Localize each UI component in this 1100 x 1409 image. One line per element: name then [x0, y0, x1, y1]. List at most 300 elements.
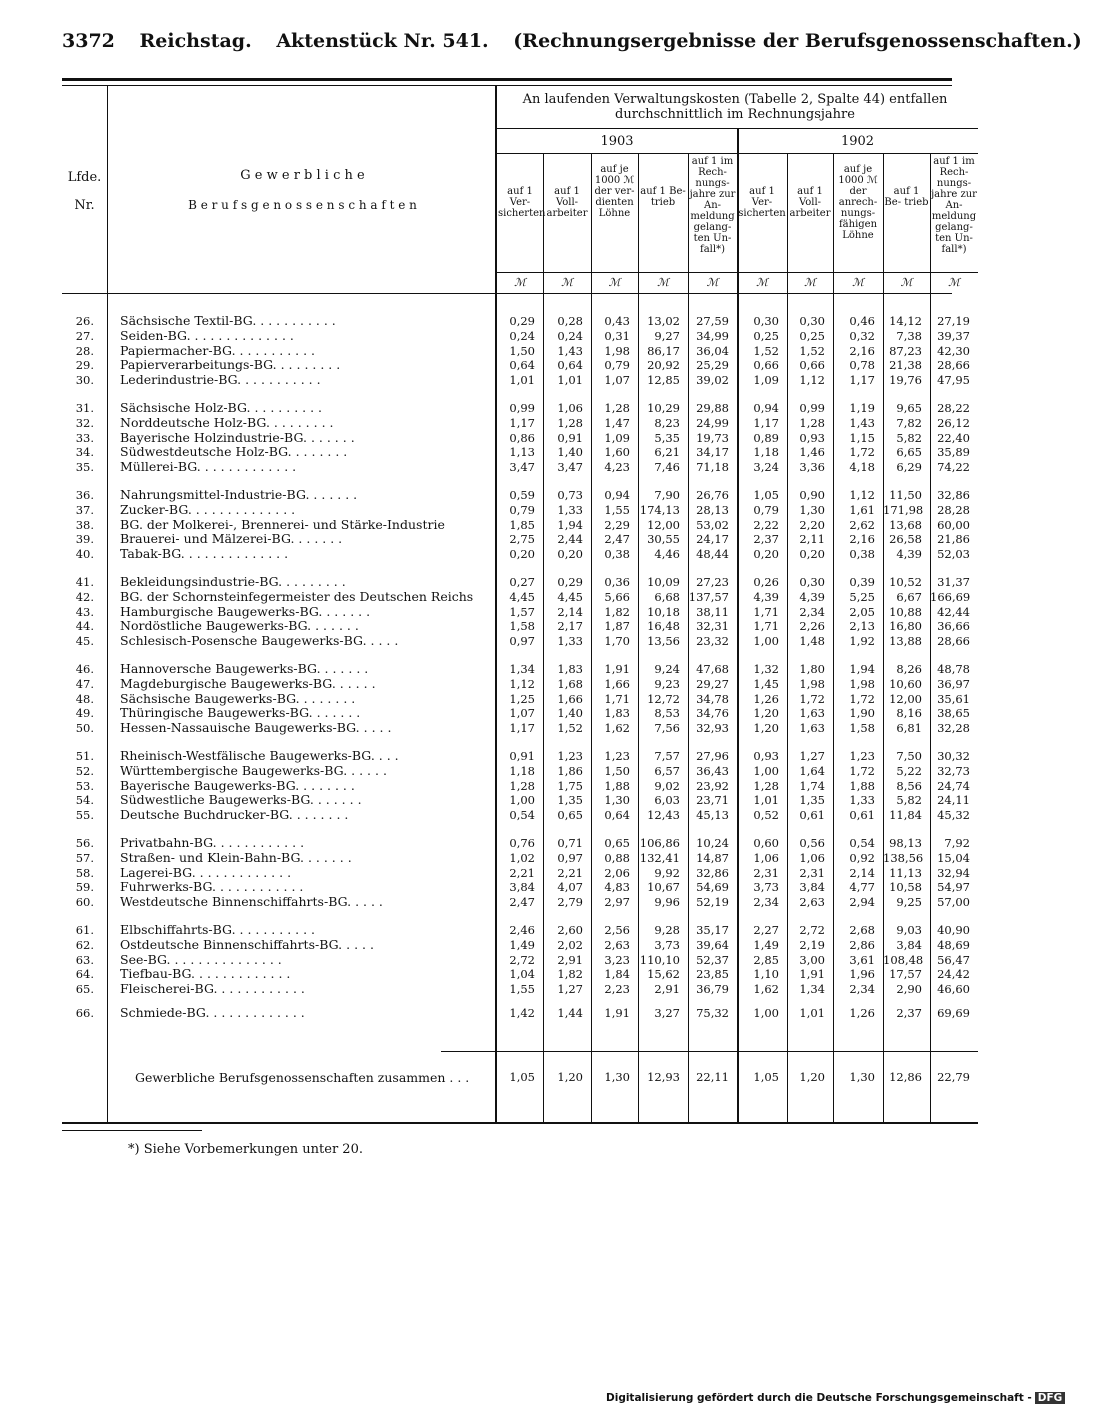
row-value: 1,52: [799, 343, 825, 358]
row-value: 39,37: [937, 328, 970, 343]
row-value: 1,42: [509, 1006, 535, 1020]
row-value: 57,00: [937, 895, 970, 910]
row-value: 10,29: [647, 401, 680, 415]
row-value: 9,03: [896, 923, 922, 937]
row-value: 2,05: [849, 604, 875, 619]
row-name: Südwestliche Baugewerks-BG. . . . . . .: [120, 792, 362, 808]
lfde-label: Lfde.: [67, 170, 102, 185]
row-value: 15,62: [647, 967, 680, 982]
row-value: 0,30: [799, 314, 825, 328]
row-value: 1,34: [799, 982, 825, 997]
row-value: 7,56: [654, 721, 680, 736]
row-value: 86,17: [647, 343, 680, 358]
row-value: 20,92: [647, 358, 680, 373]
row-value: 1,06: [799, 850, 825, 865]
total-value: 22,11: [696, 1070, 729, 1084]
row-value: 0,93: [753, 749, 779, 763]
row-value: 0,43: [604, 314, 630, 328]
row-value: 32,28: [937, 721, 970, 736]
row-value: 1,26: [753, 691, 779, 706]
row-value: 14,12: [889, 314, 922, 328]
row-value: 0,20: [509, 547, 535, 562]
column-header: auf 1 Voll- arbeiter: [546, 186, 588, 219]
dfg-credit: [606, 1392, 1065, 1404]
row-value: 0,25: [799, 328, 825, 343]
row-value: 47,68: [696, 662, 729, 676]
row-value: 0,94: [604, 488, 630, 502]
row-value: 1,23: [604, 749, 630, 763]
total-value: 1,20: [799, 1070, 825, 1084]
row-value: 0,65: [557, 808, 583, 823]
row-value: 1,47: [604, 415, 630, 430]
row-value: 0,20: [557, 547, 583, 562]
row-value: 39,02: [696, 373, 729, 388]
row-value: 32,73: [937, 763, 970, 778]
subhead-rule: [497, 153, 978, 154]
row-value: 38,65: [937, 706, 970, 721]
row-value: 2,37: [753, 532, 779, 547]
row-value: 42,30: [937, 343, 970, 358]
row-name: Tiefbau-BG. . . . . . . . . . . . .: [120, 966, 291, 982]
row-value: 10,88: [889, 604, 922, 619]
row-value: 2,17: [557, 619, 583, 634]
row-value: 1,43: [849, 415, 875, 430]
row-value: 0,79: [604, 358, 630, 373]
row-number: 42.: [75, 589, 94, 604]
row-value: 2,16: [849, 343, 875, 358]
row-value: 9,65: [896, 401, 922, 415]
row-value: 1,30: [799, 502, 825, 517]
row-value: 3,73: [753, 880, 779, 895]
row-value: 2,31: [799, 865, 825, 880]
row-value: 0,54: [509, 808, 535, 823]
year-1902: 1902: [840, 134, 875, 149]
row-value: 16,80: [889, 619, 922, 634]
row-value: 60,00: [937, 517, 970, 532]
row-name: Rheinisch-Westfälische Baugewerks-BG. . . .: [120, 748, 399, 763]
row-value: 34,99: [696, 328, 729, 343]
row-number: 29.: [75, 358, 94, 373]
row-value: 9,27: [654, 328, 680, 343]
row-value: 1,35: [799, 793, 825, 808]
row-value: 54,69: [696, 880, 729, 895]
row-name: Privatbahn-BG. . . . . . . . . . . .: [120, 835, 305, 850]
row-value: 24,99: [696, 415, 729, 430]
row-value: 2,63: [799, 895, 825, 910]
row-number: 63.: [75, 952, 94, 967]
row-value: 1,00: [753, 634, 779, 649]
row-number: 65.: [75, 982, 94, 997]
row-value: 171,98: [883, 502, 924, 517]
row-value: 1,50: [604, 763, 630, 778]
total-rule: [441, 1051, 978, 1052]
row-value: 0,32: [849, 328, 875, 343]
row-value: 1,13: [509, 445, 535, 460]
row-value: 4,39: [753, 589, 779, 604]
row-value: 16,48: [647, 619, 680, 634]
column-header: auf 1 Be- trieb: [884, 186, 929, 208]
unit-mark: ℳ: [804, 276, 816, 289]
row-name: Nordöstliche Baugewerks-BG. . . . . . .: [120, 618, 359, 634]
row-value: 108,48: [883, 952, 924, 967]
row-value: 6,67: [896, 589, 922, 604]
column-header: auf je 1000 ℳ der ver- dienten Löhne: [594, 164, 635, 219]
row-value: 28,13: [696, 502, 729, 517]
row-value: 31,37: [937, 575, 970, 589]
row-number: 46.: [75, 662, 94, 676]
row-value: 13,68: [889, 517, 922, 532]
row-value: 6,81: [896, 721, 922, 736]
row-value: 56,47: [937, 952, 970, 967]
row-number: 59.: [75, 880, 94, 895]
row-value: 2,21: [557, 865, 583, 880]
row-value: 7,50: [896, 749, 922, 763]
row-name: Magdeburgische Baugewerks-BG. . . . . .: [120, 675, 376, 691]
header-rule-thin: [62, 85, 952, 86]
row-name: Bayerische Baugewerks-BG. . . . . . . .: [120, 777, 355, 793]
row-value: 0,99: [799, 401, 825, 415]
row-value: 1,20: [753, 721, 779, 736]
row-value: 2,60: [557, 923, 583, 937]
berufsgen-label: B e r u f s g e n o s s e n s c h a f t e n: [188, 198, 417, 212]
row-value: 2,75: [509, 532, 535, 547]
row-value: 6,03: [654, 793, 680, 808]
unit-mark: ℳ: [900, 276, 913, 289]
row-value: 3,84: [896, 937, 922, 952]
row-value: 27,59: [696, 314, 729, 328]
row-number: 52.: [75, 763, 94, 778]
row-value: 1,94: [557, 517, 583, 532]
row-value: 0,61: [849, 808, 875, 823]
total-value: 1,30: [604, 1070, 630, 1084]
row-number: 64.: [75, 967, 94, 982]
row-value: 1,26: [849, 1006, 875, 1020]
row-value: 0,78: [849, 358, 875, 373]
row-value: 75,32: [696, 1006, 729, 1020]
row-value: 1,98: [849, 676, 875, 691]
row-value: 27,19: [937, 314, 970, 328]
row-number: 40.: [75, 547, 94, 562]
row-value: 28,22: [937, 401, 970, 415]
row-value: 6,57: [654, 763, 680, 778]
header-reichstag: Reichstag.: [139, 30, 252, 52]
row-name: Fleischerei-BG. . . . . . . . . . . .: [120, 981, 305, 997]
row-value: 1,12: [509, 676, 535, 691]
row-value: 30,32: [937, 749, 970, 763]
row-value: 8,23: [654, 415, 680, 430]
row-value: 1,17: [509, 721, 535, 736]
row-value: 1,12: [849, 488, 875, 502]
row-value: 7,46: [654, 460, 680, 475]
header-rule-thick: [62, 78, 952, 81]
row-value: 3,24: [753, 460, 779, 475]
row-value: 13,56: [647, 634, 680, 649]
row-value: 0,88: [604, 850, 630, 865]
row-value: 1,71: [604, 691, 630, 706]
row-value: 1,60: [604, 445, 630, 460]
row-value: 4,77: [849, 880, 875, 895]
row-value: 4,07: [557, 880, 583, 895]
row-value: 47,95: [937, 373, 970, 388]
row-value: 36,04: [696, 343, 729, 358]
row-name: Hamburgische Baugewerks-BG. . . . . . .: [120, 603, 371, 619]
row-value: 0,79: [509, 502, 535, 517]
row-number: 32.: [75, 415, 94, 430]
row-value: 1,12: [799, 373, 825, 388]
row-value: 0,99: [509, 401, 535, 415]
row-name: Schmiede-BG. . . . . . . . . . . . .: [120, 1005, 305, 1020]
row-value: 87,23: [889, 343, 922, 358]
row-value: 1,28: [753, 778, 779, 793]
row-value: 1,27: [557, 982, 583, 997]
row-value: 2,11: [799, 532, 825, 547]
row-value: 2,02: [557, 937, 583, 952]
row-value: 0,52: [753, 808, 779, 823]
row-value: 7,92: [944, 836, 970, 850]
row-value: 1,34: [509, 662, 535, 676]
row-number: 33.: [75, 430, 94, 445]
row-value: 137,57: [688, 589, 729, 604]
row-value: 28,28: [937, 502, 970, 517]
row-value: 1,02: [509, 850, 535, 865]
row-value: 1,20: [753, 706, 779, 721]
row-value: 1,55: [604, 502, 630, 517]
row-number: 45.: [75, 634, 94, 649]
row-value: 27,23: [696, 575, 729, 589]
row-name: Südwestdeutsche Holz-BG. . . . . . . .: [120, 444, 348, 460]
unit-mark: ℳ: [657, 276, 669, 289]
row-value: 2,72: [509, 952, 535, 967]
row-value: 5,25: [849, 589, 875, 604]
row-value: 0,90: [799, 488, 825, 502]
row-value: 1,01: [557, 373, 583, 388]
row-value: 1,33: [557, 502, 583, 517]
row-value: 0,39: [849, 575, 875, 589]
row-value: 4,46: [654, 547, 680, 562]
row-value: 1,68: [557, 676, 583, 691]
row-value: 1,17: [509, 415, 535, 430]
row-value: 71,18: [696, 460, 729, 475]
row-value: 2,20: [799, 517, 825, 532]
row-name: Norddeutsche Holz-BG. . . . . . . . .: [120, 414, 334, 430]
row-value: 1,07: [604, 373, 630, 388]
row-value: 9,24: [654, 662, 680, 676]
row-value: 0,24: [509, 328, 535, 343]
row-value: 1,28: [799, 415, 825, 430]
row-value: 36,43: [696, 763, 729, 778]
row-value: 1,45: [753, 676, 779, 691]
row-value: 98,13: [889, 836, 922, 850]
row-value: 0,91: [557, 430, 583, 445]
row-value: 1,18: [509, 763, 535, 778]
row-value: 2,34: [753, 895, 779, 910]
row-value: 17,57: [889, 967, 922, 982]
row-value: 13,88: [889, 634, 922, 649]
row-name: Bekleidungsindustrie-BG. . . . . . . . .: [120, 574, 346, 589]
row-name: BG. der Molkerei-, Brennerei- und Stärke-Industrie: [120, 516, 445, 532]
row-value: 0,97: [557, 850, 583, 865]
row-value: 34,76: [696, 706, 729, 721]
row-number: 35.: [75, 460, 94, 475]
row-value: 12,72: [647, 691, 680, 706]
row-value: 22,40: [937, 430, 970, 445]
row-value: 19,73: [696, 430, 729, 445]
row-name: Hannoversche Baugewerks-BG. . . . . . .: [120, 661, 369, 676]
row-value: 2,26: [799, 619, 825, 634]
row-value: 0,76: [509, 836, 535, 850]
row-value: 1,35: [557, 793, 583, 808]
row-value: 48,69: [937, 937, 970, 952]
row-value: 1,86: [557, 763, 583, 778]
column-header: auf 1 Be- trieb: [640, 186, 686, 208]
row-value: 1,57: [509, 604, 535, 619]
row-value: 3,73: [654, 937, 680, 952]
row-value: 6,29: [896, 460, 922, 475]
row-value: 5,82: [896, 430, 922, 445]
page-header: [62, 30, 1082, 56]
row-value: 3,23: [604, 952, 630, 967]
row-value: 0,93: [799, 430, 825, 445]
row-value: 36,97: [937, 676, 970, 691]
row-value: 46,60: [937, 982, 970, 997]
row-value: 1,63: [799, 706, 825, 721]
row-value: 1,74: [799, 778, 825, 793]
row-name: Zucker-BG. . . . . . . . . . . . . .: [120, 501, 296, 517]
row-name: Deutsche Buchdrucker-BG. . . . . . . .: [120, 807, 349, 823]
row-value: 1,40: [557, 445, 583, 460]
row-value: 1,72: [799, 691, 825, 706]
row-value: 0,97: [509, 634, 535, 649]
row-value: 110,10: [639, 952, 680, 967]
row-value: 9,28: [654, 923, 680, 937]
row-value: 10,67: [647, 880, 680, 895]
row-value: 24,11: [937, 793, 970, 808]
row-value: 35,61: [937, 691, 970, 706]
row-value: 3,36: [799, 460, 825, 475]
row-value: 0,38: [604, 547, 630, 562]
row-value: 1,88: [849, 778, 875, 793]
row-number: 36.: [75, 488, 94, 502]
row-value: 2,90: [896, 982, 922, 997]
row-value: 45,13: [696, 808, 729, 823]
row-value: 1,98: [604, 343, 630, 358]
row-number: 41.: [75, 575, 94, 589]
row-value: 26,12: [937, 415, 970, 430]
row-value: 3,84: [799, 880, 825, 895]
row-value: 1,64: [799, 763, 825, 778]
row-value: 0,38: [849, 547, 875, 562]
row-value: 3,27: [654, 1006, 680, 1020]
row-value: 15,04: [937, 850, 970, 865]
row-value: 1,72: [849, 763, 875, 778]
row-value: 1,71: [753, 604, 779, 619]
row-number: 50.: [75, 721, 94, 736]
row-value: 0,27: [509, 575, 535, 589]
row-value: 1,91: [604, 662, 630, 676]
row-value: 2,47: [509, 895, 535, 910]
row-value: 0,86: [509, 430, 535, 445]
row-value: 36,66: [937, 619, 970, 634]
row-value: 4,23: [604, 460, 630, 475]
row-value: 1,32: [753, 662, 779, 676]
row-value: 34,17: [696, 445, 729, 460]
row-value: 10,09: [647, 575, 680, 589]
row-value: 21,86: [937, 532, 970, 547]
row-value: 1,87: [604, 619, 630, 634]
row-value: 0,71: [557, 836, 583, 850]
row-name: Sächsische Holz-BG. . . . . . . . . .: [120, 400, 323, 415]
row-value: 1,96: [849, 967, 875, 982]
total-value: 1,30: [849, 1070, 875, 1084]
row-value: 0,79: [753, 502, 779, 517]
row-value: 2,14: [557, 604, 583, 619]
row-value: 36,79: [696, 982, 729, 997]
row-value: 0,66: [799, 358, 825, 373]
row-value: 4,39: [799, 589, 825, 604]
row-value: 4,45: [509, 589, 535, 604]
row-number: 49.: [75, 706, 94, 721]
unit-mark: ℳ: [608, 276, 621, 289]
row-value: 2,91: [557, 952, 583, 967]
row-value: 1,15: [849, 430, 875, 445]
row-value: 1,18: [753, 445, 779, 460]
row-value: 0,61: [799, 808, 825, 823]
row-value: 1,63: [799, 721, 825, 736]
row-value: 1,00: [509, 793, 535, 808]
row-value: 11,13: [889, 865, 922, 880]
row-value: 1,66: [557, 691, 583, 706]
row-number: 28.: [75, 343, 94, 358]
row-value: 2,47: [604, 532, 630, 547]
row-value: 1,92: [849, 634, 875, 649]
row-value: 1,28: [509, 778, 535, 793]
row-value: 0,92: [849, 850, 875, 865]
row-value: 1,70: [604, 634, 630, 649]
year-rule: [497, 128, 978, 129]
total-value: 1,05: [753, 1070, 779, 1084]
row-name: Lederindustrie-BG. . . . . . . . . . .: [120, 372, 321, 388]
row-value: 10,18: [647, 604, 680, 619]
bottom-rule: [62, 1122, 978, 1124]
row-value: 0,20: [753, 547, 779, 562]
row-value: 1,09: [604, 430, 630, 445]
dfg-text: Digitalisierung gefördert durch die Deutsche Forschungsgemeinschaft -: [606, 1392, 1032, 1404]
nr-label: Nr.: [74, 198, 95, 213]
row-name: Lagerei-BG. . . . . . . . . . . . .: [120, 864, 292, 880]
row-value: 35,17: [696, 923, 729, 937]
row-value: 0,73: [557, 488, 583, 502]
row-value: 2,62: [849, 517, 875, 532]
row-number: 27.: [75, 328, 94, 343]
row-number: 51.: [75, 749, 94, 763]
row-value: 8,16: [896, 706, 922, 721]
row-value: 10,52: [889, 575, 922, 589]
row-name: See-BG. . . . . . . . . . . . . . .: [120, 951, 282, 967]
row-value: 2,31: [753, 865, 779, 880]
row-number: 34.: [75, 445, 94, 460]
row-value: 2,46: [509, 923, 535, 937]
unit-mark: ℳ: [706, 276, 719, 289]
row-value: 1,91: [604, 1006, 630, 1020]
row-value: 1,01: [753, 793, 779, 808]
row-value: 1,61: [849, 502, 875, 517]
row-value: 5,35: [654, 430, 680, 445]
row-value: 32,94: [937, 865, 970, 880]
row-value: 2,91: [654, 982, 680, 997]
row-value: 0,29: [509, 314, 535, 328]
row-value: 1,09: [753, 373, 779, 388]
row-value: 27,96: [696, 749, 729, 763]
